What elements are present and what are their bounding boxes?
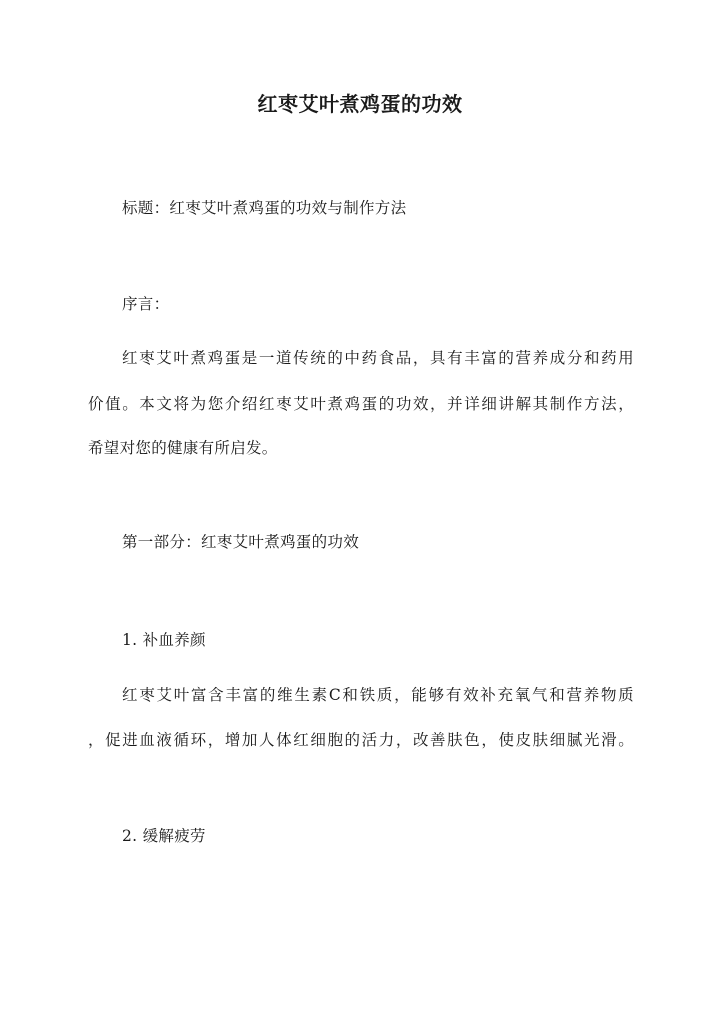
item-1-paragraph-line: ，促进血液循环，增加人体红细胞的活力，改善肤色，使皮肤细腻光滑。 (88, 731, 634, 749)
preface-paragraph-line: 红枣艾叶煮鸡蛋是一道传统的中药食品，具有丰富的营养成分和药用 (122, 349, 634, 367)
preface-heading: 序言： (122, 295, 170, 313)
item-1-paragraph-line: 红枣艾叶富含丰富的维生素C和铁质，能够有效补充氧气和营养物质 (122, 686, 634, 704)
section-heading-part-one: 第一部分：红枣艾叶煮鸡蛋的功效 (122, 533, 360, 551)
document-title: 红枣艾叶煮鸡蛋的功效 (257, 92, 463, 116)
item-heading-2: 2. 缓解疲劳 (122, 827, 206, 845)
preface-paragraph-line: 价值。本文将为您介绍红枣艾叶煮鸡蛋的功效，并详细讲解其制作方法， (88, 395, 634, 413)
subtitle-line: 标题：红枣艾叶煮鸡蛋的功效与制作方法 (122, 199, 407, 217)
preface-paragraph-line: 希望对您的健康有所启发。 (88, 439, 278, 457)
item-heading-1: 1. 补血养颜 (122, 631, 206, 649)
